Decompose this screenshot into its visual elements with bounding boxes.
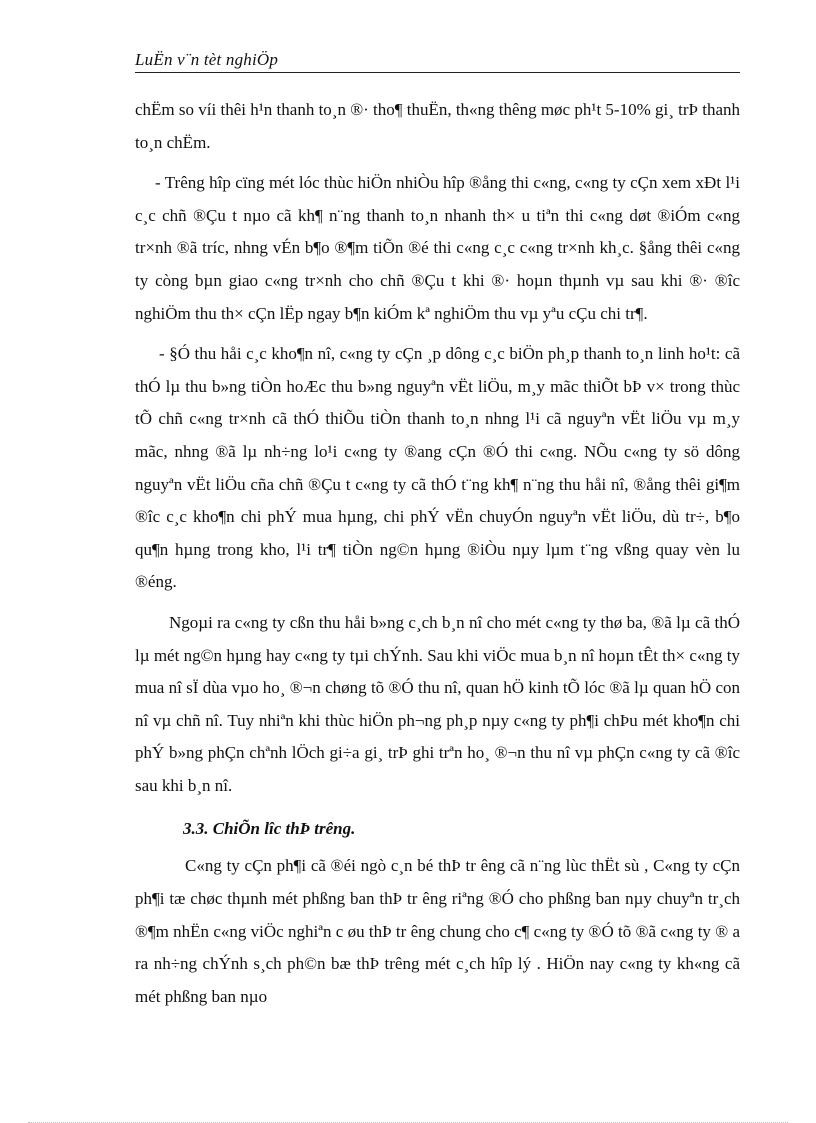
paragraph-debt-sale: Ngoµi ra c«ng ty cßn thu håi b»ng c¸ch b¸n nî cho mét c«ng ty thø ba, ®ã lµ cã thÓ lµ mét ng©n hµng hay c«ng ty tµi chÝnh. Sau khi viÖc mua b¸n nî hoµn tÊt th× c«ng ty mua nî sÏ dùa vµo ho¸ ®¬n chøng tõ ®Ó thu nî, quan hÖ kinh tÕ lóc ®ã lµ quan hÖ con nî vµ chñ nî. Tuy nhiªn khi thùc hiÖn ph¬ng ph¸p nµy c«ng ty ph¶i chÞu mét kho¶n chi phÝ b»ng phÇn chªnh lÖch gi÷a gi¸ trÞ ghi trªn ho¸ ®¬n thu nî vµ phÇn c«ng ty cã ®îc sau khi b¸n nî. (135, 612, 740, 795)
document-body (135, 94, 740, 1013)
page-header (135, 50, 740, 73)
header-title: LuËn v¨n tèt nghiÖp (135, 50, 279, 69)
paragraph-continuation: chËm so víi thêi h¹n thanh to¸n ®· tho¶ thuËn, th«ng thêng møc ph¹t 5-10% gi¸ trÞ thanh to¸n chËm. (135, 100, 740, 152)
paragraph-debt-recovery: - §Ó thu håi c¸c kho¶n nî, c«ng ty cÇn ¸p dông c¸c biÖn ph¸p thanh to¸n linh ho¹t: cã thÓ lµ thu b»ng tiÒn hoÆc thu b»ng nguyªn vËt liÖu, m¸y mãc thiÕt bÞ v× trong thùc tÕ chñ c«ng tr×nh cã thÓ thiÕu tiÒn thanh to¸n nhng l¹i cã nguyªn vËt liÖu vµ m¸y mãc, nhng ®ã lµ nh÷ng lo¹i c«ng ty ®ang cÇn ®Ó thi c«ng. NÕu c«ng ty sö dông nguyªn vËt liÖu cña chñ ®Çu t c«ng ty cã thÓ t¨ng kh¶ n¨ng thu håi nî, ®ång thêi gi¶m ®îc c¸c kho¶n chi phÝ mua hµng, chi phÝ vËn chuyÓn nguyªn vËt liÖu, dù tr÷, b¶o qu¶n hµng trong kho, l¹i tr¶ tiÒn ng©n hµng ®iÒu nµy lµm t¨ng vßng quay vèn lu ®éng. (135, 344, 740, 592)
section-heading: 3.3. ChiÕn lîc thÞ trêng. (183, 819, 356, 839)
paragraph-market-strategy: C«ng ty cÇn ph¶i cã ®éi ngò c¸n bé thÞ tr êng cã n¨ng lùc thËt sù , C«ng ty cÇn ph¶i tæ chøc thµnh mét phßng ban thÞ tr êng riªng ®Ó cho phßng ban nµy chuyªn tr¸ch ®¶m nhËn c«ng viÖc nghiªn c øu thÞ tr êng chung cho c¶ c«ng ty ®Ó tõ ®ã c«ng ty ® a ra nh÷ng chÝnh s¸ch ph©n bæ thÞ trêng mét c¸ch hîp lý . HiÖn nay c«ng ty kh«ng cã mét phßng ban nµo (135, 856, 740, 1006)
paragraph-multiple-contracts: - Trêng hîp cïng mét lóc thùc hiÖn nhiÒu hîp ®ång thi c«ng, c«ng ty cÇn xem xÐt l¹i c¸c chñ ®Çu t nµo cã kh¶ n¨ng thanh to¸n nhanh th× u tiªn thi c«ng døt ®iÓm c«ng tr×nh ®ã tríc, nhng vÉn b¶o ®¶m tiÕn ®é thi c«ng c¸c c«ng tr×nh kh¸c. §ång thêi c«ng ty còng bµn giao c«ng tr×nh cho chñ ®Çu t khi ®· hoµn thµnh vµ sau khi ®· ®îc nghiÖm thu th× cÇn lËp ngay b¶n kiÓm kª nghiÖm thu vµ yªu cÇu chi tr¶. (135, 173, 740, 323)
